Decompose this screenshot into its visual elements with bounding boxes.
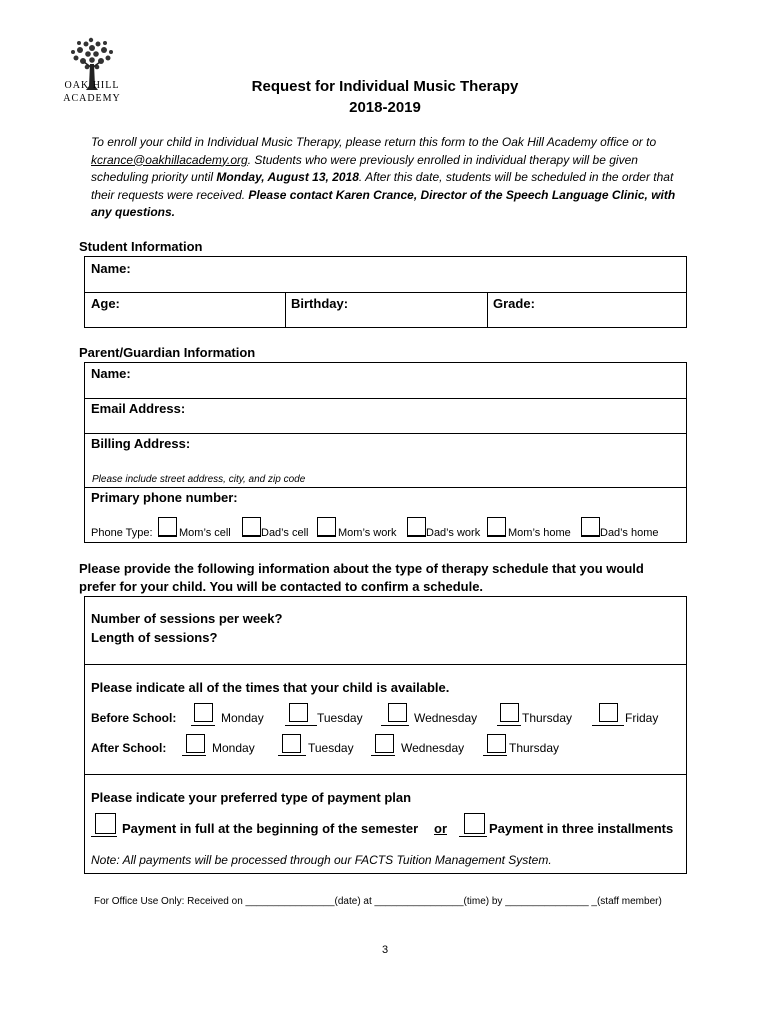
after-monday-label: Monday	[212, 741, 255, 755]
after-wednesday-checkbox[interactable]	[375, 734, 394, 753]
payment-plan-heading: Please indicate your preferred type of payment plan	[91, 790, 412, 805]
phone-type-moms-cell: Mom’s cell	[179, 527, 231, 539]
phone-type-dads-home: Dad’s home	[600, 527, 659, 539]
student-age-label: Age:	[91, 296, 120, 311]
before-friday-checkbox[interactable]	[599, 703, 618, 722]
intro-paragraph	[91, 134, 696, 222]
before-school-label: Before School:	[91, 711, 177, 725]
pay-full-label: Payment in full at the beginning of the semester	[122, 821, 419, 836]
parent-name-label: Name:	[91, 366, 131, 381]
after-wednesday-label: Wednesday	[401, 741, 465, 755]
before-monday-label: Monday	[221, 711, 264, 725]
session-length-question: Length of sessions?	[91, 630, 218, 645]
pay-installments-label: Payment in three installments	[489, 821, 674, 836]
logo-text-academy: ACADEMY	[63, 93, 121, 104]
page-number: 3	[381, 944, 389, 956]
contact-email-link[interactable]: kcrance@oakhillacademy.org	[91, 152, 248, 167]
before-tuesday-checkbox[interactable]	[289, 703, 308, 722]
intro-text-2: . Students who were previously enrolled in individual therapy will be given scheduling priority until	[91, 152, 638, 184]
moms-home-checkbox[interactable]	[487, 517, 506, 536]
student-birthday-label: Birthday:	[291, 296, 349, 311]
parent-info-heading: Parent/Guardian Information	[79, 345, 256, 360]
dads-work-checkbox[interactable]	[407, 517, 426, 536]
dads-home-checkbox[interactable]	[581, 517, 600, 536]
phone-type-dads-cell: Dad’s cell	[261, 527, 309, 539]
after-thursday-checkbox[interactable]	[487, 734, 506, 753]
schedule-heading-line1: Please provide the following information about the type of therapy schedule that you would	[79, 561, 644, 576]
phone-type-dads-work: Dad’s work	[426, 527, 481, 539]
student-name-label: Name:	[91, 261, 131, 276]
student-info-box	[84, 256, 687, 328]
before-friday-label: Friday	[625, 711, 659, 725]
logo-text-oak-hill: OAK HILL	[64, 80, 120, 91]
availability-heading: Please indicate all of the times that your child is available.	[91, 680, 450, 695]
billing-address-hint: Please include street address, city, and zip code	[92, 474, 306, 485]
contact-instruction: Please contact Karen Crance, Director of the Speech Language Clinic, with any questions.	[91, 187, 676, 219]
phone-number-label: Primary phone number:	[91, 490, 238, 505]
form-title: Request for Individual Music Therapy	[251, 78, 519, 95]
intro-text-3: . After this date, students will be scheduled in the order that their requests were received.	[91, 170, 674, 202]
form-year: 2018-2019	[349, 99, 421, 116]
parent-info-box	[84, 362, 687, 543]
sessions-per-week-question: Number of sessions per week?	[91, 611, 283, 626]
payment-or-label: or	[434, 821, 447, 836]
after-tuesday-label: Tuesday	[308, 741, 354, 755]
before-wednesday-label: Wednesday	[414, 711, 478, 725]
after-tuesday-checkbox[interactable]	[282, 734, 301, 753]
before-thursday-checkbox[interactable]	[500, 703, 519, 722]
before-wednesday-checkbox[interactable]	[388, 703, 407, 722]
phone-type-moms-work: Mom’s work	[338, 527, 397, 539]
moms-cell-checkbox[interactable]	[158, 517, 177, 536]
before-monday-checkbox[interactable]	[194, 703, 213, 722]
after-school-label: After School:	[91, 741, 167, 755]
phone-type-label: Phone Type:	[91, 527, 153, 539]
facts-payment-note: Note: All payments will be processed through our FACTS Tuition Management System.	[91, 853, 552, 867]
pay-full-checkbox[interactable]	[95, 813, 116, 834]
before-thursday-label: Thursday	[522, 711, 573, 725]
phone-type-moms-home: Mom’s home	[508, 527, 571, 539]
intro-text-1: To enroll your child in Individual Music Therapy, please return this form to the Oak Hill Academy office or to	[91, 135, 657, 149]
schedule-box	[84, 596, 687, 874]
student-grade-label: Grade:	[493, 296, 535, 311]
dads-cell-checkbox[interactable]	[242, 517, 261, 536]
parent-email-label: Email Address:	[91, 401, 186, 416]
before-tuesday-label: Tuesday	[317, 711, 363, 725]
office-use-only-line: For Office Use Only: Received on ________________(date) at ________________(time) by _______________ _(staff member)	[94, 896, 662, 907]
moms-work-checkbox[interactable]	[317, 517, 336, 536]
after-thursday-label: Thursday	[509, 741, 560, 755]
phone-section	[85, 487, 686, 543]
deadline-date: Monday, August 13, 2018	[216, 170, 359, 184]
after-monday-checkbox[interactable]	[186, 734, 205, 753]
pay-installments-checkbox[interactable]	[464, 813, 485, 834]
schedule-heading-line2: prefer for your child. You will be contacted to confirm a schedule.	[79, 579, 484, 594]
billing-address-label: Billing Address:	[91, 436, 191, 451]
student-info-heading: Student Information	[79, 239, 203, 254]
